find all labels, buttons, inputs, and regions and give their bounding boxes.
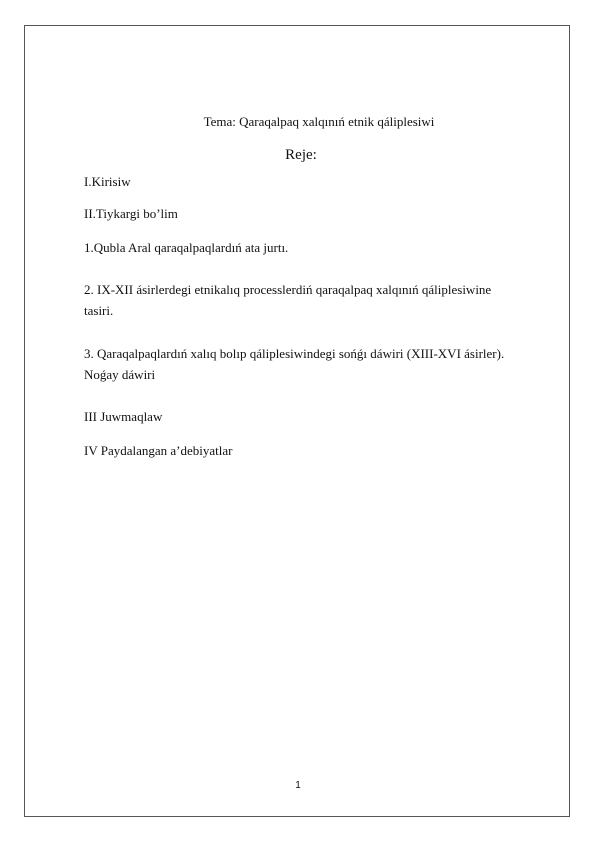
plan-item-main-part xyxy=(84,203,554,224)
plan-item-line: II.Tiykargi bo’lim xyxy=(84,206,178,221)
plan-item-3 xyxy=(84,343,554,385)
plan-item-line: IV Paydalangan a’debiyatlar xyxy=(84,443,233,458)
document-title: Tema: Qaraqalpaq xalqınıń etnik qáliplesiwi xyxy=(203,114,435,129)
plan-item-line: 3. Qaraqalpaqlardıń xalıq bolıp qáliplesiwindegi sońǵı dáwiri (XIII-XVI ásirler). xyxy=(84,346,505,361)
page-number: 1 xyxy=(295,780,301,791)
plan-item-line: 1.Qubla Aral qaraqalpaqlardıń ata jurtı. xyxy=(84,240,289,255)
plan-item-line: I.Kirisiw xyxy=(84,174,131,189)
plan-heading xyxy=(0,146,596,164)
plan-heading-text: Reje: xyxy=(285,147,317,163)
plan-item-line: tasiri. xyxy=(84,303,114,318)
plan-item-references xyxy=(84,440,554,461)
plan-item-line: III Juwmaqlaw xyxy=(84,409,163,424)
plan-item-introduction xyxy=(84,171,554,192)
plan-item-1 xyxy=(84,237,554,258)
plan-item-conclusion xyxy=(84,406,554,427)
plan-item-line: 2. IX-XII ásirlerdegi etnikalıq processlerdiń qaraqalpaq xalqınıń qáliplesiwine xyxy=(84,282,492,297)
plan-item-2 xyxy=(84,279,554,321)
plan-item-line: Noǵay dáwiri xyxy=(84,367,156,382)
